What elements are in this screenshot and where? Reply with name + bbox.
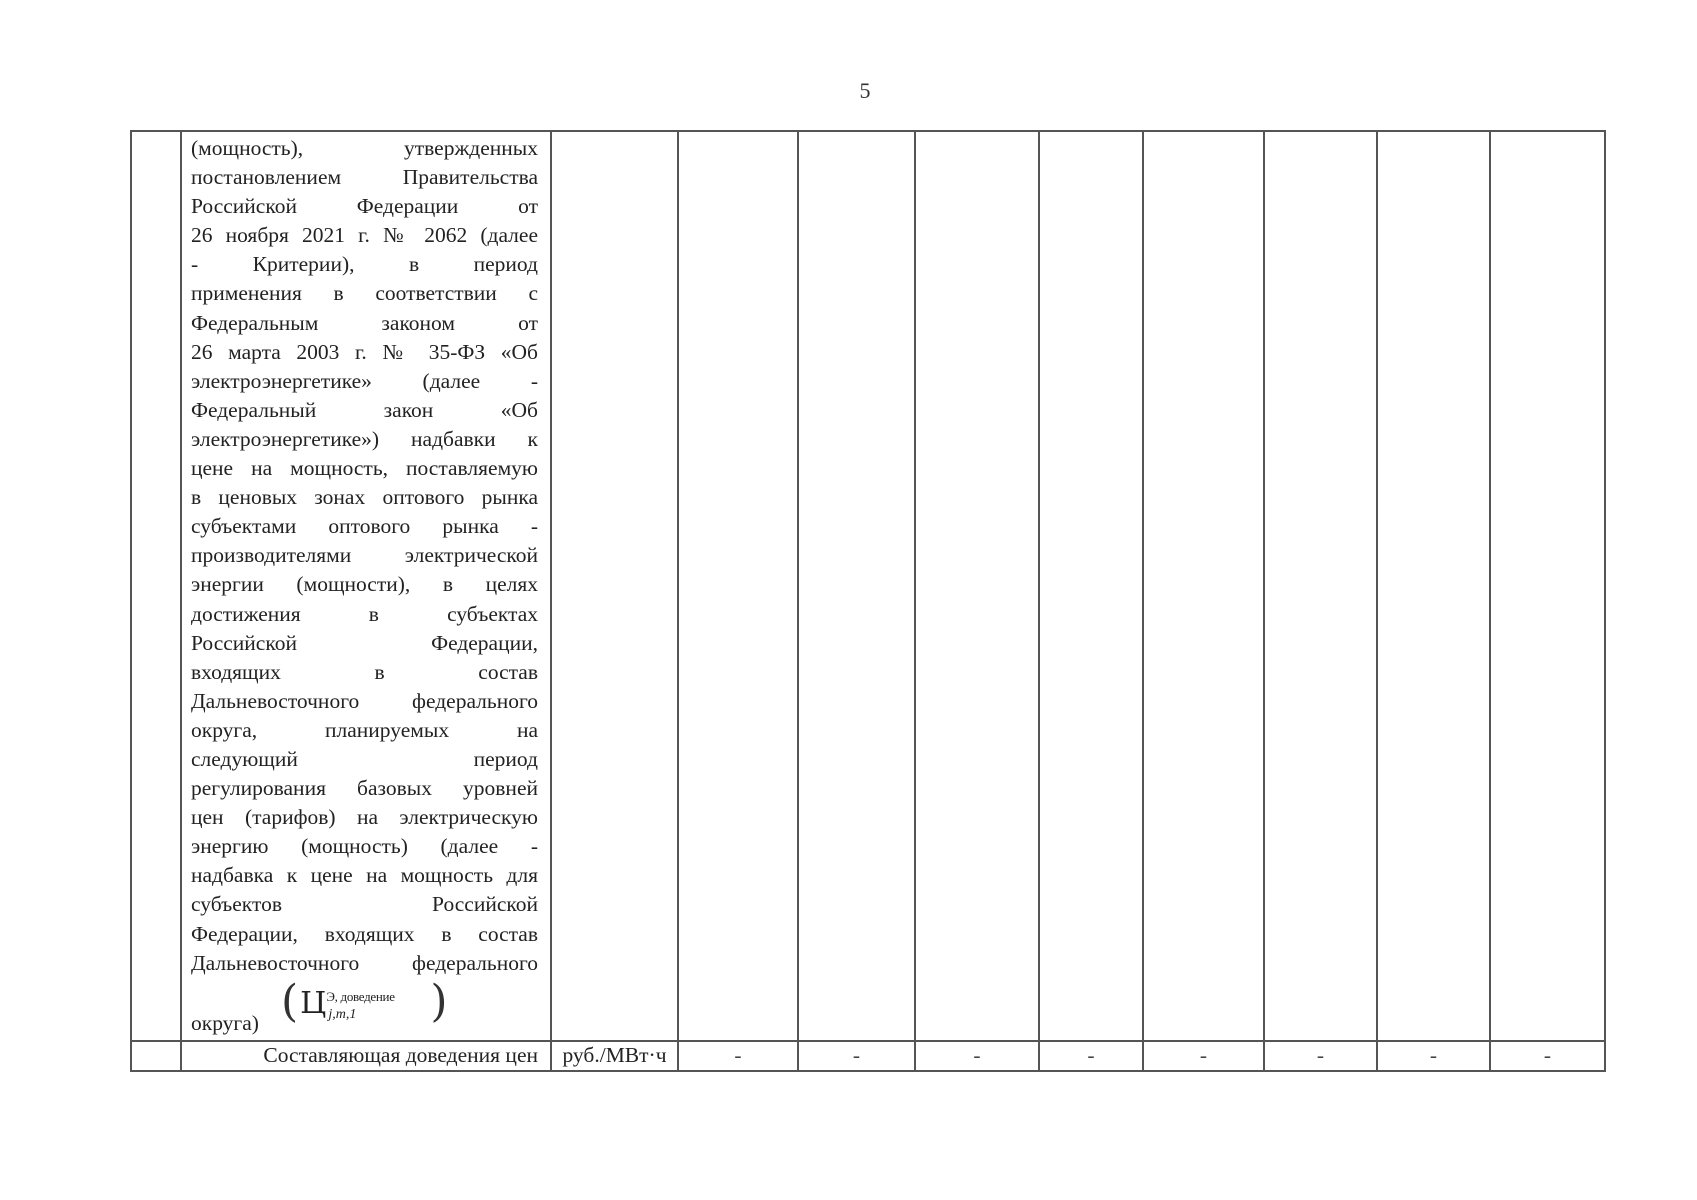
tariff-table — [130, 130, 1606, 1072]
description-line: достижения в субъектах — [191, 601, 538, 626]
formula-subscript: j,m,1 — [328, 1006, 357, 1022]
value-cell: - — [1143, 1041, 1264, 1071]
formula-scripts — [326, 974, 430, 1030]
table-row-description — [131, 131, 1605, 1041]
value-cell — [1490, 131, 1605, 1041]
formula-close-paren: ) — [430, 975, 448, 1027]
description-line: 26 ноября 2021 г. № 2062 (далее — [191, 223, 538, 248]
description-line: энергии (мощности), в целях — [191, 572, 538, 597]
value-cell: - — [915, 1041, 1039, 1071]
value-cell — [1143, 131, 1264, 1041]
value-cell: - — [1377, 1041, 1490, 1071]
value-cell — [1039, 131, 1143, 1041]
description-line: энергию (мощность) (далее - — [191, 834, 538, 859]
value-cell — [678, 131, 798, 1041]
value-cell: - — [798, 1041, 915, 1071]
description-line: округа, планируемых на — [191, 717, 538, 742]
unit-cell — [551, 131, 678, 1041]
description-line: Дальневосточного федерального — [191, 688, 538, 713]
row-number-cell — [131, 1041, 181, 1071]
value-cell — [915, 131, 1039, 1041]
description-line: следующий период — [191, 746, 538, 771]
description-line: цен (тарифов) на электрическую — [191, 805, 538, 830]
component-label-cell: Составляющая доведения цен — [181, 1041, 551, 1071]
price-formula — [281, 974, 448, 1030]
value-cell — [1377, 131, 1490, 1041]
description-line: регулирования базовых уровней — [191, 776, 538, 801]
description-line: надбавка к цене на мощность для — [191, 863, 538, 888]
row-number-cell — [131, 131, 181, 1041]
description-line: постановлением Правительства — [191, 165, 538, 190]
description-line: субъектов Российской — [191, 892, 538, 917]
description-last-word: округа) — [191, 1010, 259, 1035]
description-line: Российской Федерации от — [191, 194, 538, 219]
formula-superscript: Э, доведение — [326, 988, 395, 1004]
description-line: Дальневосточного федерального — [191, 950, 538, 975]
description-line: электроэнергетике») надбавки к — [191, 426, 538, 451]
description-line: Федеральный закон «Об — [191, 397, 538, 422]
description-line: субъектами оптового рынка - — [191, 514, 538, 539]
value-cell — [1264, 131, 1377, 1041]
description-line: - Критерии), в период — [191, 252, 538, 277]
value-cell: - — [1264, 1041, 1377, 1071]
formula-open-paren: ( — [281, 975, 299, 1027]
description-line: цене на мощность, поставляемую — [191, 456, 538, 481]
description-cell — [181, 131, 551, 1041]
description-line: Российской Федерации, — [191, 630, 538, 655]
unit-cell: руб./МВт·ч — [551, 1041, 678, 1071]
description-line: электроэнергетике» (далее - — [191, 368, 538, 393]
value-cell: - — [678, 1041, 798, 1071]
value-cell — [798, 131, 915, 1041]
description-line: Федерации, входящих в состав — [191, 921, 538, 946]
description-line: 26 марта 2003 г. № 35-ФЗ «Об — [191, 339, 538, 364]
description-line: производителями электрической — [191, 543, 538, 568]
value-cell: - — [1490, 1041, 1605, 1071]
page-number: 5 — [859, 78, 871, 103]
value-cell: - — [1039, 1041, 1143, 1071]
description-line: применения в соответствии с — [191, 281, 538, 306]
formula-symbol: Ц — [300, 985, 327, 1021]
description-line: входящих в состав — [191, 659, 538, 684]
description-line: Федеральным законом от — [191, 310, 538, 335]
description-last-line — [191, 975, 538, 1040]
description-line: (мощность), утвержденных — [191, 136, 538, 160]
description-line: в ценовых зонах оптового рынка — [191, 485, 538, 510]
table-row-component — [131, 1041, 1605, 1071]
